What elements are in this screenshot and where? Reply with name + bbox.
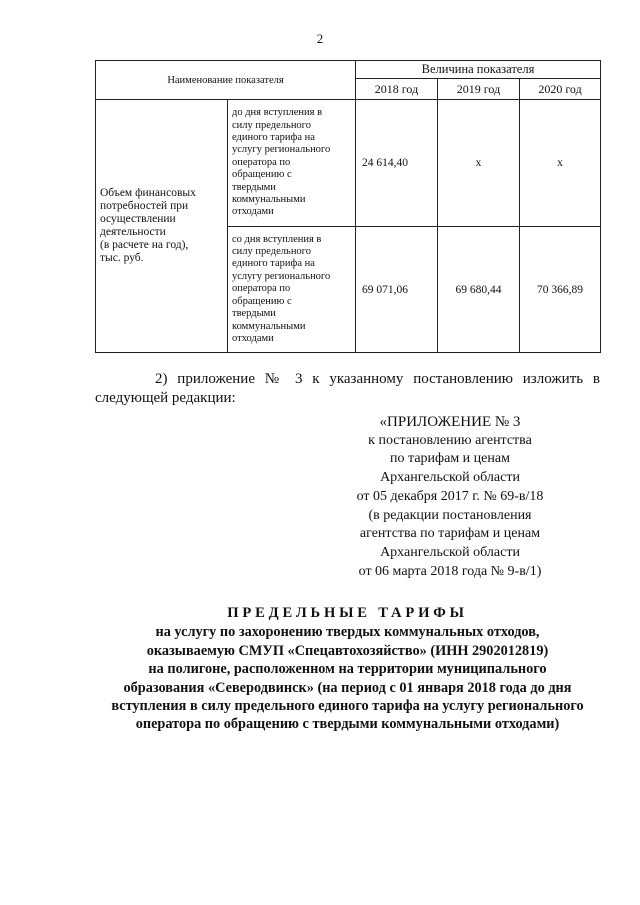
- appendix-line: от 06 марта 2018 года № 9-в/1): [358, 563, 542, 579]
- subrow-label-line: силу предельного: [232, 119, 311, 131]
- header-year-2018: 2018 год: [356, 79, 438, 100]
- row-label-line: (в расчете на год),: [100, 239, 189, 251]
- title-line: на полигоне, расположенном на территории муниципального: [148, 661, 547, 678]
- value-after-2019: 69 680,44: [438, 227, 520, 353]
- financial-needs-table: [95, 60, 601, 353]
- subrow-label-line: отходами: [232, 332, 274, 344]
- header-indicator-value: Величина показателя: [356, 61, 601, 79]
- row-label-line: тыс. руб.: [100, 252, 144, 264]
- appendix-line: к постановлению агентства: [368, 432, 532, 448]
- subrow-label-line: коммунальными: [232, 194, 306, 206]
- title-line: оказываемую СМУП «Спецавтохозяйство» (ИНН 2902012819): [146, 642, 549, 659]
- subrow-label-line: услугу регионального: [232, 270, 331, 282]
- subrow-label-before-tariff: [228, 100, 356, 227]
- appendix-line: «ПРИЛОЖЕНИЕ № 3: [379, 414, 521, 430]
- subrow-label-line: обращению с: [232, 169, 292, 181]
- value-after-2020: 70 366,89: [520, 227, 601, 353]
- header-indicator-name: Наименование показателя: [96, 61, 356, 100]
- title-line: на услугу по захоронению твердых коммунальных отходов,: [155, 624, 540, 641]
- subrow-label-line: твердыми: [232, 308, 276, 320]
- amendment-paragraph: 2) приложение № 3 к указанному постановлению изложить в следующей редакции:: [95, 371, 600, 406]
- row-label-line: деятельности: [100, 226, 166, 238]
- value-before-2018: 24 614,40: [356, 100, 438, 227]
- appendix-line: по тарифам и ценам: [390, 451, 510, 467]
- value-before-2019: х: [438, 100, 520, 227]
- value-after-2018: 69 071,06: [356, 227, 438, 353]
- subrow-label-line: силу предельного: [232, 246, 311, 258]
- appendix-line: Архангельской области: [380, 544, 520, 560]
- subrow-label-line: единого тарифа на: [232, 258, 315, 270]
- page-number: 2: [316, 31, 324, 46]
- title-main: ПРЕДЕЛЬНЫЕ ТАРИФЫ: [227, 605, 468, 621]
- row-label-financial-needs: [96, 100, 228, 353]
- title-line: оператора по обращению с твердыми коммунальными отходами): [135, 716, 560, 733]
- subrow-label-line: оператора по: [232, 283, 291, 295]
- subrow-label-line: единого тарифа на: [232, 131, 315, 143]
- subrow-label-line: твердыми: [232, 181, 276, 193]
- subrow-label-after-tariff: [228, 227, 356, 353]
- subrow-label-line: отходами: [232, 206, 274, 218]
- appendix-line: (в редакции постановления: [368, 507, 532, 523]
- subrow-label-line: коммунальными: [232, 320, 306, 332]
- subrow-label-line: услугу регионального: [232, 144, 331, 156]
- appendix-line: Архангельской области: [380, 470, 520, 486]
- value-before-2020: х: [520, 100, 601, 227]
- title-line: вступления в силу предельного единого тарифа на услугу регионального: [111, 698, 584, 715]
- header-year-2019: 2019 год: [438, 79, 520, 100]
- subrow-label-line: оператора по: [232, 156, 291, 168]
- row-label-line: потребностей при: [100, 200, 189, 212]
- appendix-line: агентства по тарифам и ценам: [359, 526, 541, 542]
- subrow-label-line: обращению с: [232, 295, 292, 307]
- subrow-label-line: со дня вступления в: [232, 233, 322, 245]
- tariffs-title-block: [95, 604, 600, 734]
- appendix-line: от 05 декабря 2017 г. № 69-в/18: [356, 488, 544, 504]
- title-line: образования «Северодвинск» (на период с 01 января 2018 года до дня: [123, 679, 572, 696]
- row-label-line: осуществлении: [100, 213, 176, 225]
- subrow-label-line: до дня вступления в: [232, 107, 323, 119]
- appendix-heading: [300, 413, 600, 581]
- header-year-2020: 2020 год: [520, 79, 601, 100]
- row-label-line: Объем финансовых: [100, 187, 196, 199]
